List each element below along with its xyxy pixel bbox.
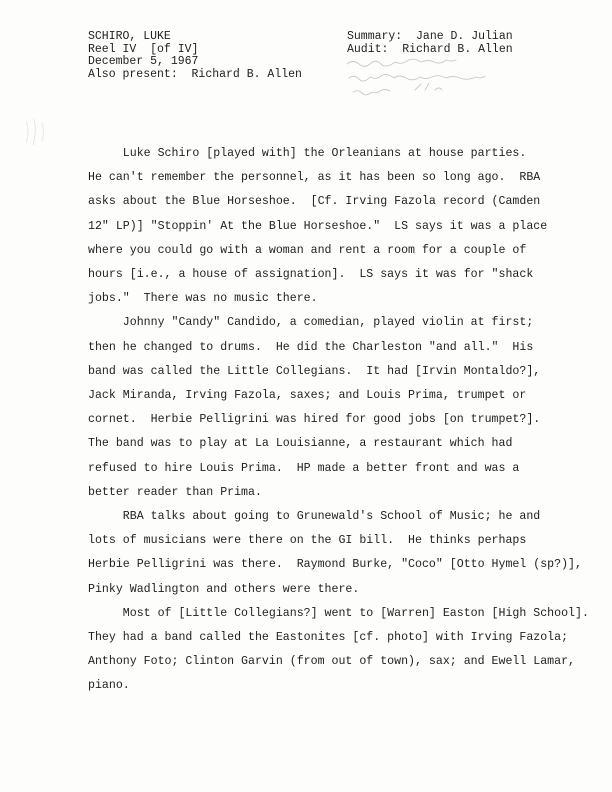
transcript-body xyxy=(88,142,600,699)
text-line: asks about the Blue Horseshoe. [Cf. Irving Fazola record (Camden xyxy=(88,195,541,209)
text-line: They had a band called the Eastonites [cf. photo] with Irving Fazola; xyxy=(88,631,569,645)
also-present: Also present: Richard B. Allen xyxy=(88,67,302,81)
text-line: jobs." There was no music there. xyxy=(88,292,318,306)
text-line: Anthony Foto; Clinton Garvin (from out of town), sax; and Ewell Lamar, xyxy=(88,655,576,669)
text-line: 12" LP)] "Stoppin' At the Blue Horseshoe." LS says it was a place xyxy=(88,219,548,233)
text-line: He can't remember the personnel, as it has been so long ago. RBA xyxy=(88,171,541,185)
header-left xyxy=(88,31,302,81)
text-line: The band was to play at La Louisianne, a restaurant which had xyxy=(88,437,513,451)
text-line: cornet. Herbie Pelligrini was hired for good jobs [on trumpet?]. xyxy=(88,413,541,427)
text-line: refused to hire Louis Prima. HP made a better front and was a xyxy=(88,461,520,475)
faint-handwritten-note xyxy=(345,56,520,112)
text-line: hours [i.e., a house of assignation]. LS says it was for "shack xyxy=(88,268,534,282)
text-line: RBA talks about going to Grunewald's School of Music; he and xyxy=(88,510,541,524)
paragraph-4 xyxy=(88,602,600,699)
text-line: then he changed to drums. He did the Charleston "and all." His xyxy=(88,340,534,354)
header-right xyxy=(347,31,513,56)
text-line: piano. xyxy=(88,679,130,693)
text-line: Herbie Pelligrini was there. Raymond Burke, "Coco" [Otto Hymel (sp?)], xyxy=(88,558,582,572)
reel-number: Reel IV [of IV] xyxy=(88,42,199,56)
text-line: Jack Miranda, Irving Fazola, saxes; and Louis Prima, trumpet or xyxy=(88,389,527,403)
paragraph-3 xyxy=(88,505,600,602)
paragraph-2 xyxy=(88,311,600,505)
interviewee-name: SCHIRO, LUKE xyxy=(88,30,171,43)
faint-margin-mark xyxy=(20,115,58,155)
interview-date: December 5, 1967 xyxy=(88,55,199,68)
summary-credit: Summary: Jane D. Julian xyxy=(347,30,513,43)
text-line: Johnny "Candy" Candido, a comedian, played violin at first; xyxy=(88,316,534,330)
text-line: better reader than Prima. xyxy=(88,485,262,499)
text-line: Pinky Wadlington and others were there. xyxy=(88,582,360,596)
text-line: Most of [Little Collegians?] went to [Warren] Easton [High School]. xyxy=(88,606,589,620)
audit-credit: Audit: Richard B. Allen xyxy=(347,42,513,56)
text-line: band was called the Little Collegians. It had [Irvin Montaldo?], xyxy=(88,364,541,378)
text-line: where you could go with a woman and rent a room for a couple of xyxy=(88,243,527,257)
text-line: lots of musicians were there on the GI bill. He thinks perhaps xyxy=(88,534,527,548)
paragraph-1 xyxy=(88,142,600,311)
text-line: Luke Schiro [played with] the Orleanians at house parties. xyxy=(88,147,527,160)
